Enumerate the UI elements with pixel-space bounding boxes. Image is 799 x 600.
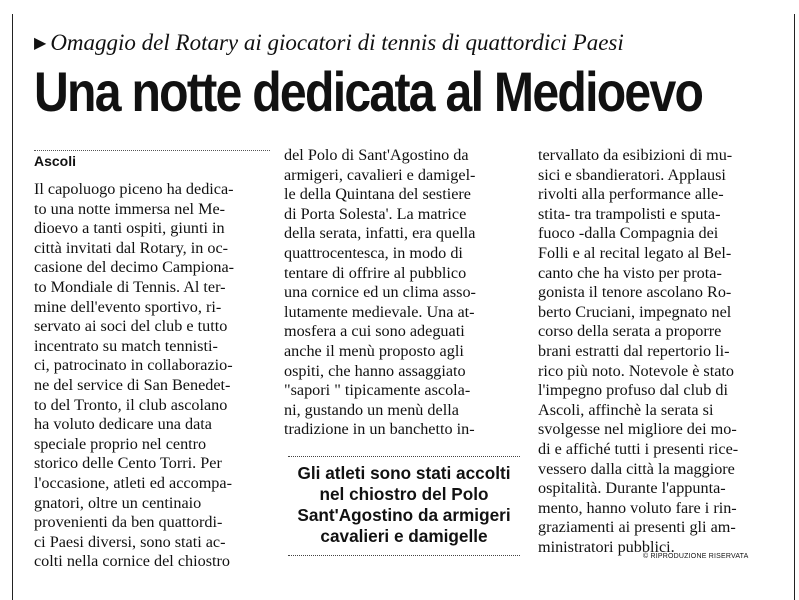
body-text-line: le della Quintana del sestiere — [284, 185, 471, 204]
page-border-left — [12, 14, 13, 600]
body-text-line: sici e sbandieratori. Applausi — [538, 165, 726, 184]
body-text-line: mento, hanno voluto fare i rin- — [538, 498, 737, 517]
body-text-line: l'occasione, atleti ed accompa- — [34, 473, 232, 492]
page-border-right — [794, 14, 795, 600]
body-text-line: servato ai soci del club e tutto — [34, 317, 228, 336]
body-text-line: colti nella cornice del chiostro — [34, 552, 230, 571]
body-text-line: tentare di offrire al pubblico — [284, 263, 467, 282]
body-text-line: rivolti alla performance alle- — [538, 185, 724, 204]
article-column-3 — [538, 146, 784, 557]
body-text-line: provenienti da ben quattordi- — [34, 513, 223, 532]
body-text-line: ministratori pubblici. — [538, 537, 675, 556]
section-label-text: Ascoli — [34, 153, 77, 169]
body-text-line: "sapori " tipicamente ascola- — [284, 381, 471, 400]
body-text-line: anche il menù proposto agli — [284, 341, 464, 360]
body-text-line: ci, patrocinato in collaborazio- — [34, 356, 233, 375]
body-text-line: stita- tra trampolisti e sputa- — [538, 204, 721, 223]
body-text-line: rico più noto. Notevole è stato — [538, 361, 735, 380]
body-text-line: tradizione in un banchetto in- — [284, 420, 475, 439]
body-text-line: una cornice ed un clima asso- — [284, 283, 476, 302]
body-text-line: tervallato da esibizioni di mu- — [538, 146, 733, 164]
body-text-line: speciale proprio nel centro — [34, 434, 207, 453]
kicker — [34, 30, 774, 56]
body-text-line: ne del service di San Benedet- — [34, 375, 231, 394]
pull-quote — [288, 456, 520, 556]
body-text-line: Folli e al recital legato al Bel- — [538, 243, 732, 262]
body-text-line: ospitalità. Durante l'appunta- — [538, 479, 726, 498]
body-text-line: storico delle Cento Torri. Per — [34, 454, 222, 473]
copyright-notice: © RIPRODUZIONE RISERVATA — [643, 553, 749, 560]
body-text-line: l'impegno profuso dal club di — [538, 381, 728, 400]
triangle-right-icon: ▶ — [34, 35, 47, 52]
body-text-line: Ascoli, affinchè la serata si — [538, 400, 714, 419]
article-column-2 — [284, 146, 528, 440]
kicker-text: Omaggio del Rotary ai giocatori di tennis di quattordici Paesi — [50, 30, 624, 55]
body-text-line: graziamenti ai presenti gli am- — [538, 518, 736, 537]
body-text-line: lutamente medievale. Una at- — [284, 302, 475, 321]
body-text-line: ha voluto dedicare una data — [34, 415, 212, 434]
body-text-line: svolgesse nel migliore dei mo- — [538, 420, 737, 439]
body-text-line: dioevo a tanti ospiti, giunti in — [34, 219, 225, 238]
body-text-line: fuoco -dalla Compagnia dei — [538, 224, 719, 243]
pull-quote-line: nel chiostro del Polo — [319, 484, 489, 504]
body-text-line: della serata, infatti, era quella — [284, 224, 476, 243]
body-text-line: to una notte immersa nel Me- — [34, 199, 226, 218]
body-text-line: quattrocentesca, in modo di — [284, 243, 463, 262]
body-text-line: corso della serata a proporre — [538, 322, 722, 341]
body-text-line: to del Tronto, il club ascolano — [34, 395, 228, 414]
body-text-line: città invitati dal Rotary, in oc- — [34, 238, 229, 257]
body-text-line: armigeri, cavalieri e damigel- — [284, 165, 476, 184]
body-text-line: ni, gustando un menù della — [284, 400, 459, 419]
body-text-line: gnatori, oltre un centinaio — [34, 493, 202, 512]
body-text-line: di e affiché tutti i presenti rice- — [538, 439, 739, 458]
body-text-line: casione del decimo Campiona- — [34, 258, 235, 277]
body-text-line: ospiti, che hanno assaggiato — [284, 361, 466, 380]
headline: Una notte dedicata al Medioevo — [34, 60, 703, 123]
body-text-line: canto che ha visto per prota- — [538, 263, 722, 282]
article-column-1 — [34, 180, 278, 572]
body-text-line: mosfera a cui sono adeguati — [284, 322, 465, 341]
pull-quote-line: Sant'Agostino da armigeri — [297, 505, 511, 525]
body-text-line: ci Paesi diversi, sono stati ac- — [34, 532, 226, 551]
body-text-line: berto Cruciani, impegnato nel — [538, 302, 732, 321]
body-text-line: mine dell'evento sportivo, ri- — [34, 297, 222, 316]
body-text-line: vessero dalla città la maggiore — [538, 459, 735, 478]
body-text-line: brani estratti dal repertorio li- — [538, 341, 730, 360]
body-text-line: di Porta Solesta'. La matrice — [284, 204, 467, 223]
body-text-line: Il capoluogo piceno ha dedica- — [34, 180, 234, 198]
body-text-line: incentrato su match tennisti- — [34, 336, 218, 355]
pull-quote-line: cavalieri e damigelle — [320, 526, 488, 546]
body-text-line: gonista il tenore ascolano Ro- — [538, 283, 732, 302]
section-label — [34, 150, 270, 171]
body-text-line: to Mondiale di Tennis. Al ter- — [34, 277, 226, 296]
body-text-line: del Polo di Sant'Agostino da — [284, 146, 469, 164]
pull-quote-line: Gli atleti sono stati accolti — [297, 463, 511, 483]
